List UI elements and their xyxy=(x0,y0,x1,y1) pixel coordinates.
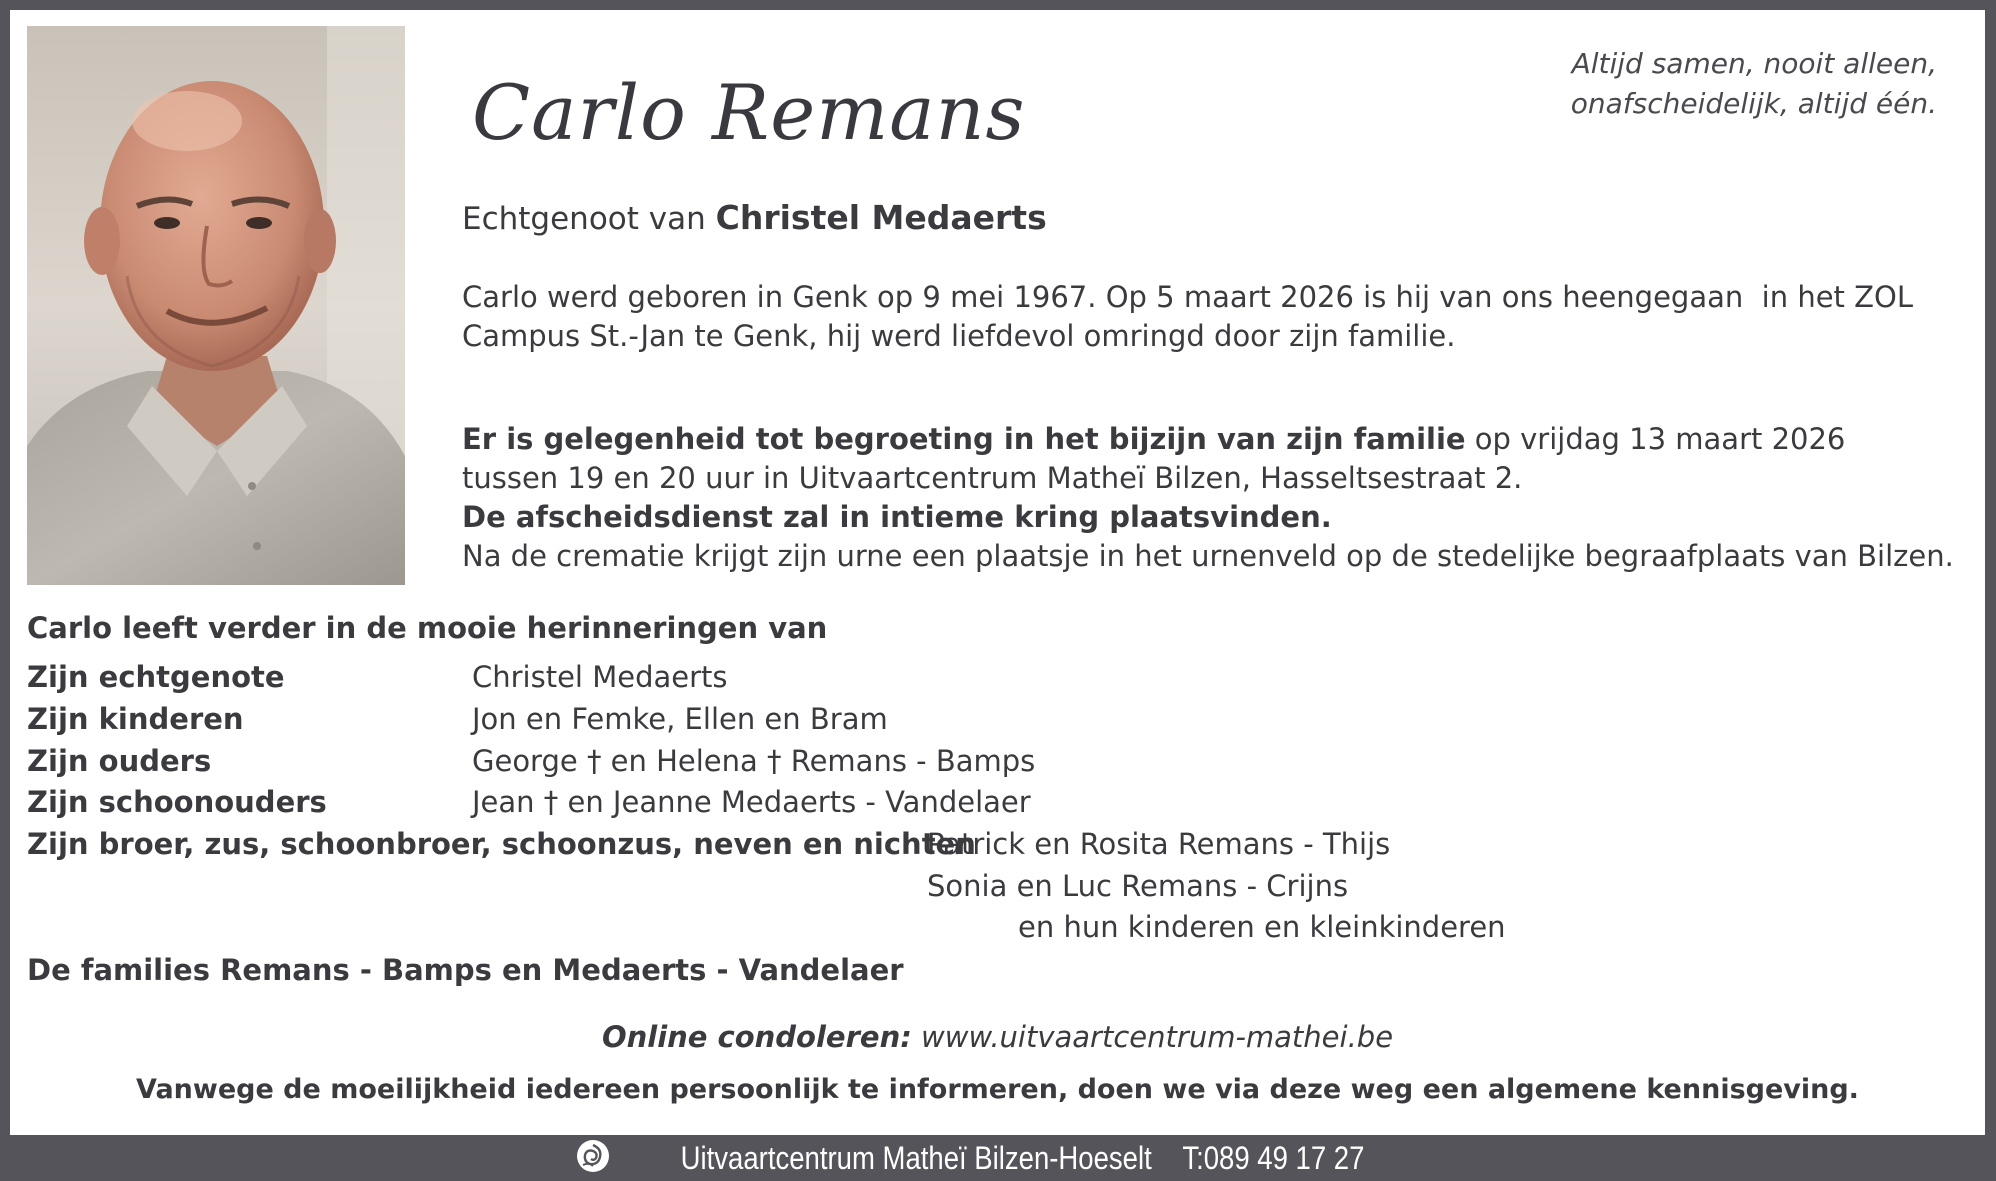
biography-line-1: Carlo werd geboren in Genk op 9 mei 1967. Op 5 maart 2026 is hij van ons heengegaan in het ZOL xyxy=(462,280,1913,314)
biography-line-2: Campus St.-Jan te Genk, hij werd liefdevol omringd door zijn familie. xyxy=(462,319,1456,353)
motto xyxy=(1571,44,1937,124)
relation-label: Zijn schoonouders xyxy=(27,785,327,819)
obituary-card xyxy=(10,10,1985,1135)
spouse-name: Christel Medaerts xyxy=(715,198,1047,237)
relation-names: Christel Medaerts xyxy=(472,660,728,694)
online-url[interactable]: www.uitvaartcentrum-mathei.be xyxy=(911,1020,1394,1054)
online-label: Online condoleren: xyxy=(601,1020,912,1054)
arrangements xyxy=(462,420,1954,576)
relation-names: Sonia en Luc Remans - Crijns xyxy=(927,869,1349,903)
relation-names: Jean † en Jeanne Medaerts - Vandelaer xyxy=(472,785,1031,819)
general-notice: Vanwege de moeilijkheid iedereen persoonlijk te informeren, doen we via deze weg een algemene kennisgeving. xyxy=(136,1074,1859,1105)
relation-names: Patrick en Rosita Remans - Thijs xyxy=(927,827,1391,861)
spouse-prefix: Echtgenoot van xyxy=(462,201,706,237)
relation-label: Zijn echtgenote xyxy=(27,660,285,694)
arrangements-line-3: De afscheidsdienst zal in intieme kring plaatsvinden. xyxy=(462,500,1332,534)
motto-line-1: Altijd samen, nooit alleen, xyxy=(1571,47,1937,80)
relation-names: George † en Helena † Remans - Bamps xyxy=(472,744,1036,778)
footer-bar xyxy=(0,1135,1996,1181)
visitation-bold: Er is gelegenheid tot begroeting in het bijzijn van zijn familie xyxy=(462,422,1466,456)
arrangements-line-2: tussen 19 en 20 uur in Uitvaartcentrum Matheï Bilzen, Hasseltsestraat 2. xyxy=(462,461,1523,495)
families-line: De families Remans - Bamps en Medaerts - Vandelaer xyxy=(27,953,904,987)
portrait-illustration xyxy=(27,26,405,585)
biography xyxy=(462,278,1913,356)
survivors-heading: Carlo leeft verder in de mooie herinneringen van xyxy=(27,611,828,645)
footer-text xyxy=(681,1140,1365,1177)
rose-logo-icon xyxy=(575,1138,611,1178)
deceased-name: Carlo Remans xyxy=(472,68,1026,157)
arrangements-line-4: Na de crematie krijgt zijn urne een plaatsje in het urnenveld op de stedelijke begraafplaats van Bilzen. xyxy=(462,539,1954,573)
relation-names: en hun kinderen en kleinkinderen xyxy=(1018,910,1506,944)
portrait-photo xyxy=(27,26,405,585)
relation-names: Jon en Femke, Ellen en Bram xyxy=(472,702,888,736)
relation-label: Zijn broer, zus, schoonbroer, schoonzus, neven en nichten xyxy=(27,827,976,861)
motto-line-2: onafscheidelijk, altijd één. xyxy=(1570,87,1937,120)
footer-company: Uitvaartcentrum Matheï Bilzen-Hoeselt xyxy=(681,1139,1153,1176)
visitation-date: op vrijdag 13 maart 2026 xyxy=(1465,422,1846,456)
relation-label: Zijn kinderen xyxy=(27,702,244,736)
footer-phone: T:089 49 17 27 xyxy=(1182,1139,1365,1176)
online-condolences xyxy=(10,1020,1985,1054)
relation-label: Zijn ouders xyxy=(27,744,212,778)
arrangements-line-1 xyxy=(462,420,1954,459)
spouse-line xyxy=(462,198,1047,237)
